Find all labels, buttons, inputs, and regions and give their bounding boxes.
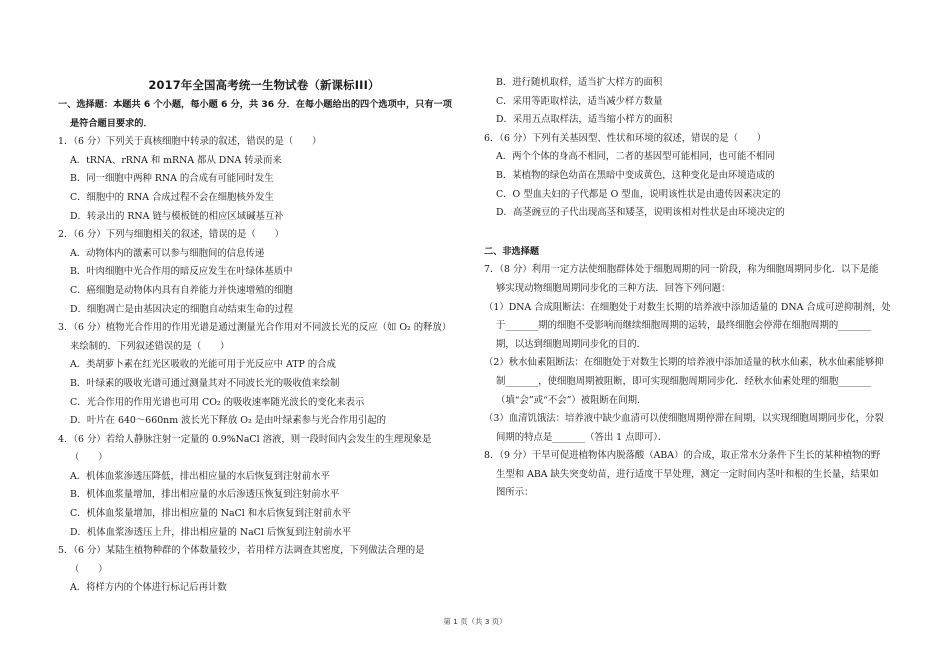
- text-line: 期，以达到细胞周期同步化的目的．: [496, 338, 647, 350]
- text-line: C．机体血浆量增加，排出相应量的 NaCl 和水后恢复到注射前水平: [70, 508, 351, 520]
- text-line: 间期的特点是_______（答出 1 点即可）．: [496, 431, 668, 443]
- text-line: 一、选择题：本题共 6 个小题，每小题 6 分，共 36 分．在每小题给出的四个选项中，只有一项: [58, 99, 452, 110]
- right-top-spacer: [484, 0, 904, 74]
- text-line: D．细胞凋亡是由基因决定的细胞自动结束生命的过程: [70, 303, 294, 315]
- text-line: B．机体血浆量增加，排出相应量的水后渗透压恢复到注射前水平: [70, 489, 340, 501]
- text-line: 图所示：: [496, 487, 534, 499]
- text-line: （ ）: [70, 563, 108, 575]
- text-line: 来绘制的．下列叙述错误的是（ ）: [70, 340, 230, 352]
- text-line: B．某植物的绿色幼苗在黑暗中变成黄色，这种变化是由环境造成的: [496, 169, 775, 181]
- text-line: D．转录出的 RNA 链与模板链的相应区域碱基互补: [70, 210, 284, 222]
- text-line: （ ）: [70, 452, 108, 464]
- text-line: （1）DNA 合成阻断法：在细胞处于对数生长期的培养液中添加适量的 DNA 合成可逆抑制剂，处: [484, 301, 891, 313]
- text-line: 够实现动物细胞周期同步化的三种方法．回答下列问题：: [496, 282, 731, 294]
- text-line: A．动物体内的激素可以参与细胞间的信息传递: [70, 247, 265, 259]
- text-line: （填“会”或“不会”）被阻断在间期．: [496, 394, 647, 406]
- text-line: A．两个个体的身高不相同，二者的基因型可能相同，也可能不相同: [496, 151, 775, 163]
- text-line: 8．（9 分）干旱可促进植物体内脱落酸（ABA）的合成，取正常水分条件下生长的某种植物的野: [484, 450, 881, 462]
- text-line: 生型和 ABA 缺失突变幼苗，进行适度干旱处理，测定一定时间内茎叶和根的生长量，结果如: [496, 468, 879, 480]
- text-line: 3．（6 分）植物光合作用的作用光谱是通过测量光合作用对不同波长光的反应（如 O₂ 的释放）: [58, 322, 452, 334]
- text-line: C．O 型血夫妇的子代都是 O 型血，说明该性状是由遗传因素决定的: [496, 188, 781, 200]
- text-line: D．机体血浆渗透压上升，排出相应量的 NaCl 后恢复到注射前水平: [70, 526, 352, 538]
- text-line: B．同一细胞中两种 RNA 的合成有可能同时发生: [70, 173, 274, 185]
- left-column: [58, 0, 470, 598]
- text-line: 4．（6 分）若给人静脉注射一定量的 0.9%NaCl 溶液，则一段时间内会发生的生理现象是: [58, 433, 432, 445]
- right-column-body: [484, 74, 904, 503]
- text-line: C．癌细胞是动物体内具有自养能力并快速增殖的细胞: [70, 284, 293, 296]
- text-line: 7．（8 分）利用一定方法使细胞群体处于细胞周期的同一阶段，称为细胞周期同步化．以下是能: [484, 264, 879, 276]
- text-line: （3）血清饥饿法：培养液中缺少血清可以使细胞周期停滞在间期，以实现细胞周期同步化，分裂: [484, 413, 884, 425]
- text-line: C．采用等距取样法，适当减少样方数量: [496, 95, 663, 107]
- text-line: 制_______，使细胞周期被阻断，即可实现细胞周期同步化．经秋水仙素处理的细胞_______: [496, 375, 872, 387]
- text-line: B．进行随机取样，适当扩大样方的面积: [496, 77, 663, 88]
- left-column-body: [58, 96, 470, 598]
- text-line: B．叶肉细胞中光合作用的暗反应发生在叶绿体基质中: [70, 266, 293, 278]
- text-line: 二、非选择题: [484, 245, 540, 257]
- text-line: 是符合题目要求的．: [70, 117, 153, 129]
- text-line: 1．（6 分）下列关于真核细胞中转录的叙述，错误的是（ ）: [58, 136, 322, 148]
- text-line: A．类胡萝卜素在红光区吸收的光能可用于光反应中 ATP 的合成: [70, 359, 336, 371]
- text-line: D．采用五点取样法，适当缩小样方的面积: [496, 114, 673, 126]
- right-column: [484, 0, 904, 503]
- text-line: C．光合作用的作用光谱也可用 CO₂ 的吸收速率随光波长的变化来表示: [70, 396, 365, 408]
- text-line: A．机体血浆渗透压降低，排出相应量的水后恢复到注射前水平: [70, 470, 330, 482]
- text-line: D．高茎豌豆的子代出现高茎和矮茎，说明该相对性状是由环境决定的: [496, 207, 785, 219]
- page-title: 2017年全国高考统一生物试卷（新课标III）: [148, 78, 380, 92]
- text-line: C．细胞中的 RNA 合成过程不会在细胞核外发生: [70, 191, 274, 203]
- section-gap: [484, 223, 904, 243]
- text-line: D．叶片在 640～660nm 波长光下释放 O₂ 是由叶绿素参与光合作用引起的: [70, 415, 386, 427]
- text-line: 2．（6 分）下列与细胞相关的叙述，错误的是（ ）: [58, 229, 284, 241]
- page-footer: 第 1 页（共 3 页）: [443, 617, 507, 626]
- text-line: 6．（6 分）下列有关基因型、性状和环境的叙述，错误的是（ ）: [484, 132, 767, 144]
- text-line: A．将样方内的个体进行标记后再计数: [70, 582, 227, 594]
- text-line: A．tRNA、rRNA 和 mRNA 都从 DNA 转录而来: [70, 154, 282, 166]
- text-line: B．叶绿素的吸收光谱可通过测量其对不同波长光的吸收值来绘制: [70, 377, 340, 389]
- text-line: 5．（6 分）某陆生植物种群的个体数量较少，若用样方法调查其密度，下列做法合理的是: [58, 545, 425, 557]
- text-line: （2）秋水仙素阻断法：在细胞处于对数生长期的培养液中添加适量的秋水仙素，秋水仙素能够抑: [484, 357, 884, 369]
- text-line: 于_______期的细胞不受影响而继续细胞周期的运转，最终细胞会停滞在细胞周期的_______: [496, 320, 872, 332]
